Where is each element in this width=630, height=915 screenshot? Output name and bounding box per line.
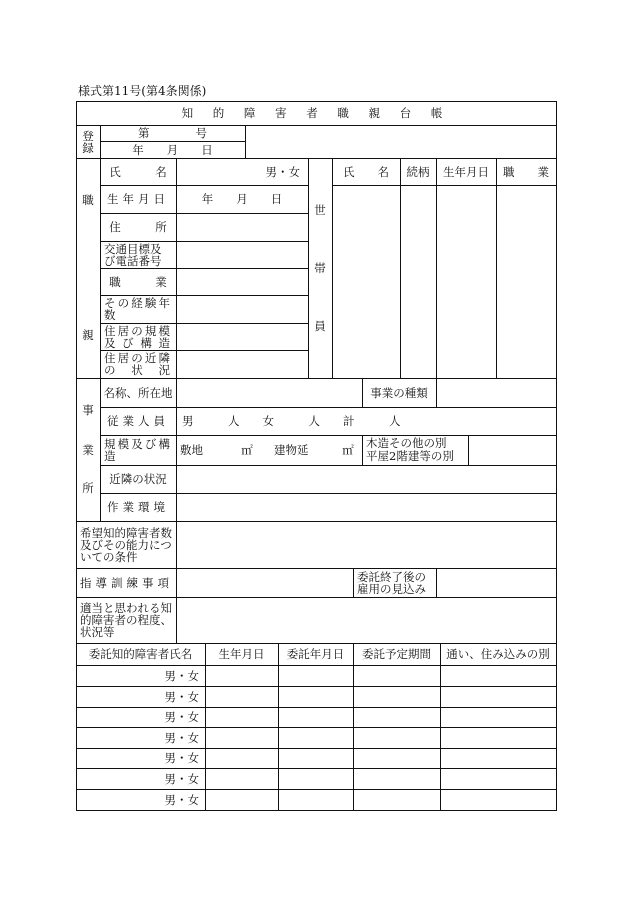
entrusted-row-gender: 男・女 <box>164 771 199 786</box>
neighbor-label: 近隣の状況 <box>109 472 167 486</box>
shokuoya-label-bottom: 親 <box>82 328 94 342</box>
rule-line <box>205 643 206 811</box>
environment-label: 作業環境 <box>107 500 169 514</box>
entrusted-row-gender: 男・女 <box>164 710 199 724</box>
shokuoya-row-label: 交通目標及び電話番号 <box>104 241 162 268</box>
household-column-header: 氏 名 <box>343 164 389 179</box>
rule-line <box>176 597 177 644</box>
shokuoya-row-value: 年 月 日 <box>201 192 283 206</box>
shokuoya-row-label: 職 業 <box>109 274 167 289</box>
building-label: 建物延 <box>274 443 309 457</box>
household-column-header: 生年月日 <box>443 164 489 179</box>
shokuoya-row-label: 住 所 <box>109 220 167 234</box>
rule-line <box>496 158 497 379</box>
structure-type-label: 木造その他の別 平屋2階建等の別 <box>366 436 454 463</box>
business-name-label: 名称、所在地 <box>103 385 173 400</box>
entrusted-column-header: 委託知的障害者氏名 <box>88 647 193 661</box>
guidance-label: 指導訓練事項 <box>80 575 173 590</box>
registration-label: 登録 <box>82 128 94 155</box>
business-label-char: 所 <box>82 481 94 495</box>
business-label-char: 事 <box>82 403 94 417</box>
rule-line <box>332 158 333 379</box>
entrusted-row-gender: 男・女 <box>164 689 199 704</box>
entrusted-row-gender: 男・女 <box>164 792 199 807</box>
shokuoya-row-label: 氏 名 <box>109 164 167 179</box>
building-unit: ㎡ <box>342 443 354 457</box>
rule-line <box>176 378 177 522</box>
rule-line <box>76 810 557 811</box>
scale-label: 規模及び構造 <box>104 437 170 463</box>
registration-number: 第 号 <box>138 126 207 140</box>
household-label-char: 帯 <box>314 261 326 275</box>
rule-line <box>278 643 279 811</box>
registration-date: 年 月 日 <box>132 142 213 157</box>
shokuoya-row-label: 住居の規模及び構造 <box>104 323 170 350</box>
household-column-header: 職 業 <box>503 164 549 179</box>
entrusted-column-header: 委託年月日 <box>286 647 345 661</box>
suitable-degree-label: 適当と思われる知的障害者の程度、状況等 <box>80 601 172 639</box>
rule-line <box>176 568 177 598</box>
business-label-char: 業 <box>82 443 94 457</box>
entrusted-column-header: 生年月日 <box>218 647 265 661</box>
desired-conditions-label: 希望知的障害者数及びその能力についての条件 <box>80 525 172 564</box>
shokuoya-row-value: 男・女 <box>265 164 300 179</box>
entrusted-row-gender: 男・女 <box>164 730 199 745</box>
rule-line <box>400 158 401 379</box>
site-label: 敷地 <box>180 443 203 457</box>
employees-label: 従業人員 <box>107 414 169 428</box>
rule-line <box>556 101 557 811</box>
rule-line <box>353 643 354 811</box>
entrusted-row-gender: 男・女 <box>164 751 199 765</box>
rule-line <box>468 435 469 466</box>
rule-line <box>440 643 441 811</box>
business-type-label: 事業の種類 <box>370 385 428 400</box>
rule-line <box>436 158 437 379</box>
shokuoya-label-top: 職 <box>82 193 94 207</box>
shokuoya-row-label: その経験年数 <box>104 296 170 322</box>
rule-line <box>176 521 177 569</box>
household-label-char: 世 <box>314 203 326 217</box>
employees-value: 男 人 女 人 計 人 <box>182 414 401 428</box>
household-label-char: 員 <box>314 319 326 333</box>
rule-line <box>436 568 437 598</box>
rule-line <box>353 568 354 598</box>
entrusted-column-header: 通い、住み込みの別 <box>446 647 550 661</box>
site-unit: ㎡ <box>241 443 253 457</box>
employment-outlook-label: 委託終了後の雇用の見込み <box>357 569 426 596</box>
ledger-heading: 知 的 障 害 者 職 親 台 帳 <box>181 106 451 120</box>
entrusted-column-header: 委託予定期間 <box>362 647 431 661</box>
rule-line <box>362 435 363 466</box>
shokuoya-row-label: 住居の近隣の状況 <box>104 351 170 377</box>
rule-line <box>436 378 437 408</box>
shokuoya-row-label: 生年月日 <box>107 192 169 206</box>
rule-line <box>245 125 246 159</box>
rule-line <box>332 185 557 186</box>
form-number: 様式第11号(第4条関係) <box>78 84 207 98</box>
household-column-header: 続柄 <box>406 164 430 179</box>
entrusted-row-gender: 男・女 <box>164 668 199 683</box>
